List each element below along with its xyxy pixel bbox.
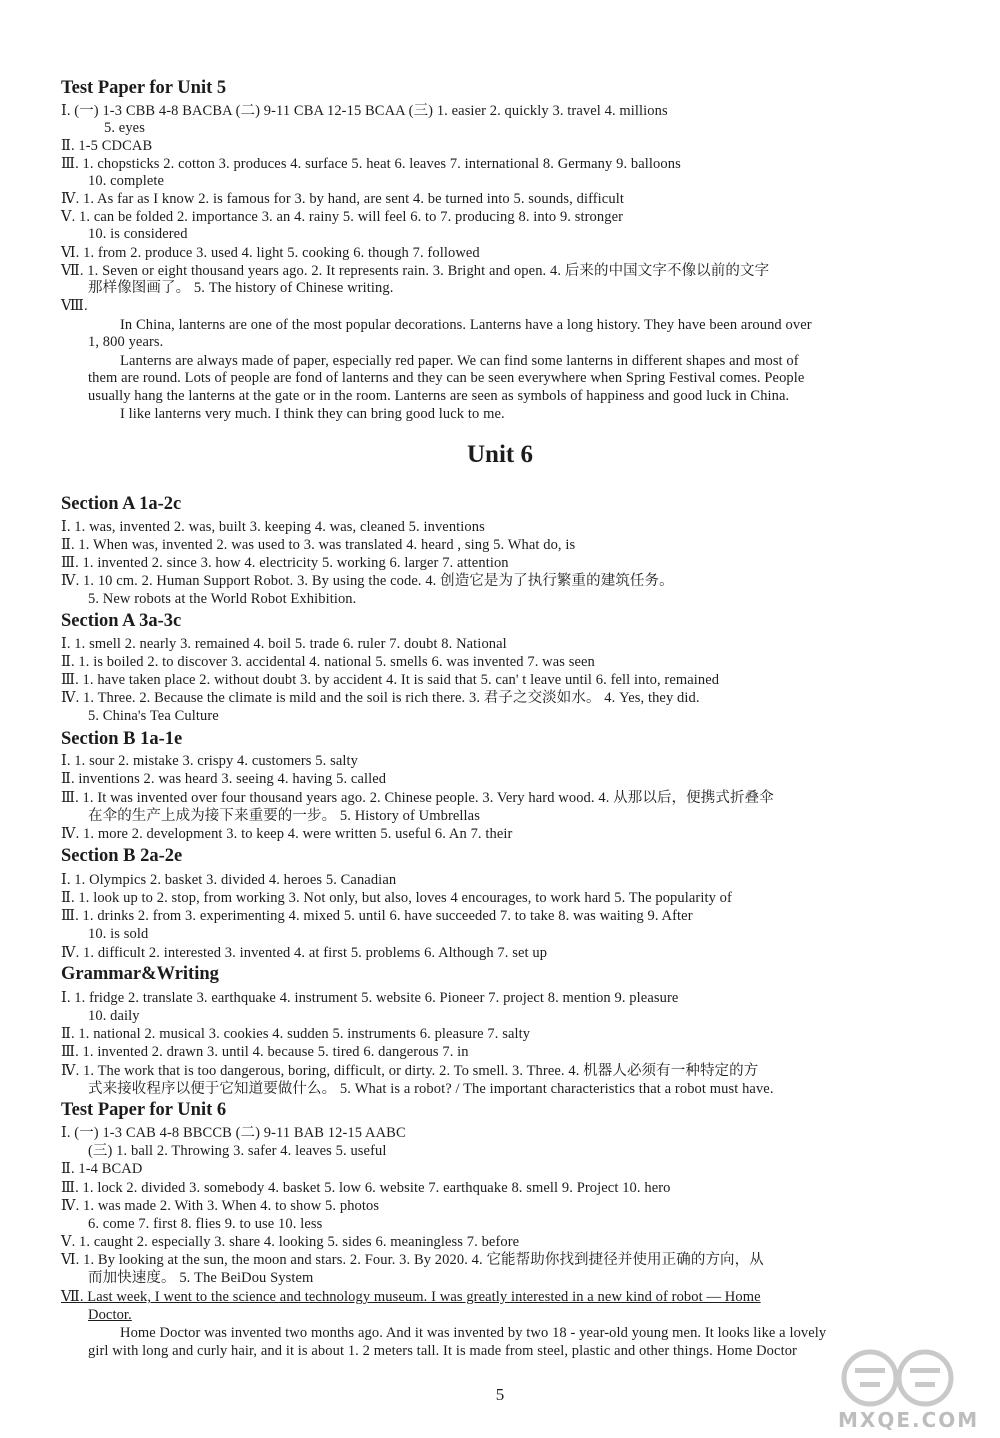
section-title: Test Paper for Unit 6 — [61, 1100, 227, 1120]
answer-line: Ⅵ. 1. from 2. produce 3. used 4. light 5. cooking 6. though 7. followed — [61, 245, 480, 261]
essay-line: Ⅶ. Last week, I went to the science and technology museum. I was greatly interested in a new kind of robot — Home — [61, 1289, 761, 1305]
section-title: Section B 1a-1e — [61, 729, 183, 749]
answer-line: 在伞的生产上成为接下来重要的一步。 5. History of Umbrellas — [88, 808, 480, 824]
answer-line: Ⅶ. 1. Seven or eight thousand years ago. 2. It represents rain. 3. Bright and open. 4. 后来的中国文字不像以前的文字 — [61, 263, 770, 279]
essay-line: Lanterns are always made of paper, especially red paper. We can find some lanterns in different shapes and most of — [120, 353, 799, 369]
answer-line: Ⅰ. (一) 1-3 CAB 4-8 BBCCB (二) 9-11 BAB 12-15 AABC — [61, 1125, 406, 1141]
answer-line: Ⅱ. 1-5 CDCAB — [61, 138, 153, 154]
answer-line: 6. come 7. first 8. flies 9. to use 10. less — [88, 1216, 323, 1232]
answer-line: Ⅳ. 1. As far as I know 2. is famous for 3. by hand, are sent 4. be turned into 5. sounds, difficult — [61, 191, 624, 207]
answer-line: Ⅲ. 1. chopsticks 2. cotton 3. produces 4. surface 5. heat 6. leaves 7. international 8. Germany 9. balloons — [61, 156, 681, 172]
answer-line: Ⅲ. 1. lock 2. divided 3. somebody 4. basket 5. low 6. website 7. earthquake 8. smell 9. Project 10. hero — [61, 1180, 671, 1196]
answer-line: Ⅳ. 1. Three. 2. Because the climate is mild and the soil is rich there. 3. 君子之交淡如水。 4. Yes, they did. — [61, 690, 700, 706]
essay-line: Home Doctor was invented two months ago. And it was invented by two 18 - year-old young men. It looks like a lovely — [120, 1325, 827, 1341]
watermark-text: MXQE.COM — [838, 1408, 980, 1432]
answer-line: Ⅴ. 1. caught 2. especially 3. share 4. looking 5. sides 6. meaningless 7. before — [61, 1234, 520, 1250]
essay-line: In China, lanterns are one of the most popular decorations. Lanterns have a long history. They have been around over — [120, 317, 812, 333]
essay-line: them are round. Lots of people are fond of lanterns and they can be seen everywhere when Spring Festival comes. People — [88, 370, 805, 386]
answer-line: 式来接收程序以便于它知道要做什么。 5. What is a robot? / The important characteristics that a robot must have. — [88, 1081, 774, 1097]
answer-line: Ⅵ. 1. By looking at the sun, the moon and stars. 2. Four. 3. By 2020. 4. 它能帮助你找到捷径并使用正确的方向，从 — [61, 1252, 764, 1268]
unit-title: Unit 6 — [467, 441, 533, 468]
answer-line: Ⅳ. 1. was made 2. With 3. When 4. to show 5. photos — [61, 1198, 380, 1214]
section-title: Test Paper for Unit 5 — [61, 78, 227, 98]
answer-line: 10. daily — [88, 1008, 140, 1024]
answer-line: Ⅳ. 1. The work that is too dangerous, boring, difficult, or dirty. 2. To smell. 3. Three. 4. 机器人必须有一种特定的方 — [61, 1063, 759, 1079]
answer-line: 10. complete — [88, 173, 165, 189]
answer-line: Ⅳ. 1. difficult 2. interested 3. invented 4. at first 5. problems 6. Although 7. set up — [61, 945, 548, 961]
answer-line: Ⅳ. 1. more 2. development 3. to keep 4. were written 5. useful 6. An 7. their — [61, 826, 513, 842]
answer-line: Ⅲ. 1. invented 2. since 3. how 4. electricity 5. working 6. larger 7. attention — [61, 555, 509, 571]
answer-line: Ⅱ. inventions 2. was heard 3. seeing 4. having 5. called — [61, 771, 387, 787]
answer-line: 10. is considered — [88, 226, 188, 242]
page-number: 5 — [495, 1385, 505, 1404]
answer-line: Ⅰ. 1. Olympics 2. basket 3. divided 4. heroes 5. Canadian — [61, 872, 397, 888]
section-title: Grammar&Writing — [61, 964, 219, 984]
answer-line: Ⅱ. 1. look up to 2. stop, from working 3. Not only, but also, loves 4 encourages, to work hard 5. The popularity of — [61, 890, 732, 906]
answer-line: Ⅰ. 1. smell 2. nearly 3. remained 4. boil 5. trade 6. ruler 7. doubt 8. National — [61, 636, 507, 652]
answer-line: 而加快速度。 5. The BeiDou System — [88, 1270, 314, 1286]
answer-line: 5. China's Tea Culture — [88, 708, 219, 724]
answer-line: Ⅰ. (一) 1-3 CBB 4-8 BACBA (二) 9-11 CBA 12-15 BCAA (三) 1. easier 2. quickly 3. travel 4. millions — [61, 103, 668, 119]
answer-line: 10. is sold — [88, 926, 149, 942]
section-title: Section A 3a-3c — [61, 611, 182, 631]
essay-line: Doctor. — [88, 1307, 132, 1323]
answer-line: Ⅱ. 1. When was, invented 2. was used to 3. was translated 4. heard , sing 5. What do, is — [61, 537, 576, 553]
answer-line: Ⅴ. 1. can be folded 2. importance 3. an 4. rainy 5. will feel 6. to 7. producing 8. into 9. stronger — [61, 209, 624, 225]
answer-line: Ⅲ. 1. It was invented over four thousand years ago. 2. Chinese people. 3. Very hard wood. 4. 从那以后，便携式折叠伞 — [61, 790, 774, 806]
essay-line: 1, 800 years. — [88, 334, 164, 350]
answer-line: Ⅱ. 1-4 BCAD — [61, 1161, 143, 1177]
answer-line: 5. eyes — [104, 120, 145, 136]
essay-line: girl with long and curly hair, and it is about 1. 2 meters tall. It is made from steel, plastic and other things. Home Doctor — [88, 1343, 797, 1359]
answer-line: 5. New robots at the World Robot Exhibition. — [88, 591, 357, 607]
answer-line: Ⅲ. 1. have taken place 2. without doubt 3. by accident 4. It is said that 5. can' t leave until 6. fell into, remained — [61, 672, 720, 688]
section-title: Section B 2a-2e — [61, 846, 183, 866]
answer-line: Ⅰ. 1. fridge 2. translate 3. earthquake 4. instrument 5. website 6. Pioneer 7. project 8. mention 9. pleasure — [61, 990, 679, 1006]
essay-line: usually hang the lanterns at the gate or in the room. Lanterns are seen as symbols of happiness and good luck in China. — [88, 388, 790, 404]
answer-line: Ⅰ. 1. sour 2. mistake 3. crispy 4. customers 5. salty — [61, 753, 358, 769]
answer-line: (三) 1. ball 2. Throwing 3. safer 4. leaves 5. useful — [88, 1143, 387, 1159]
answer-line: Ⅰ. 1. was, invented 2. was, built 3. keeping 4. was, cleaned 5. inventions — [61, 519, 485, 535]
answer-line: Ⅷ. — [61, 298, 88, 314]
essay-line: I like lanterns very much. I think they can bring good luck to me. — [120, 406, 505, 422]
answer-line: Ⅲ. 1. drinks 2. from 3. experimenting 4. mixed 5. until 6. have succeeded 7. to take 8. was waiting 9. After — [61, 908, 693, 924]
answer-line: Ⅱ. 1. is boiled 2. to discover 3. accidental 4. national 5. smells 6. was invented 7. was seen — [61, 654, 595, 670]
answer-line: Ⅲ. 1. invented 2. drawn 3. until 4. because 5. tired 6. dangerous 7. in — [61, 1044, 469, 1060]
section-title: Section A 1a-2c — [61, 494, 182, 514]
answer-line: Ⅱ. 1. national 2. musical 3. cookies 4. sudden 5. instruments 6. pleasure 7. salty — [61, 1026, 531, 1042]
answer-line: 那样像图画了。 5. The history of Chinese writing. — [88, 280, 394, 296]
answer-line: Ⅳ. 1. 10 cm. 2. Human Support Robot. 3. By using the code. 4. 创造它是为了执行繁重的建筑任务。 — [61, 573, 674, 589]
